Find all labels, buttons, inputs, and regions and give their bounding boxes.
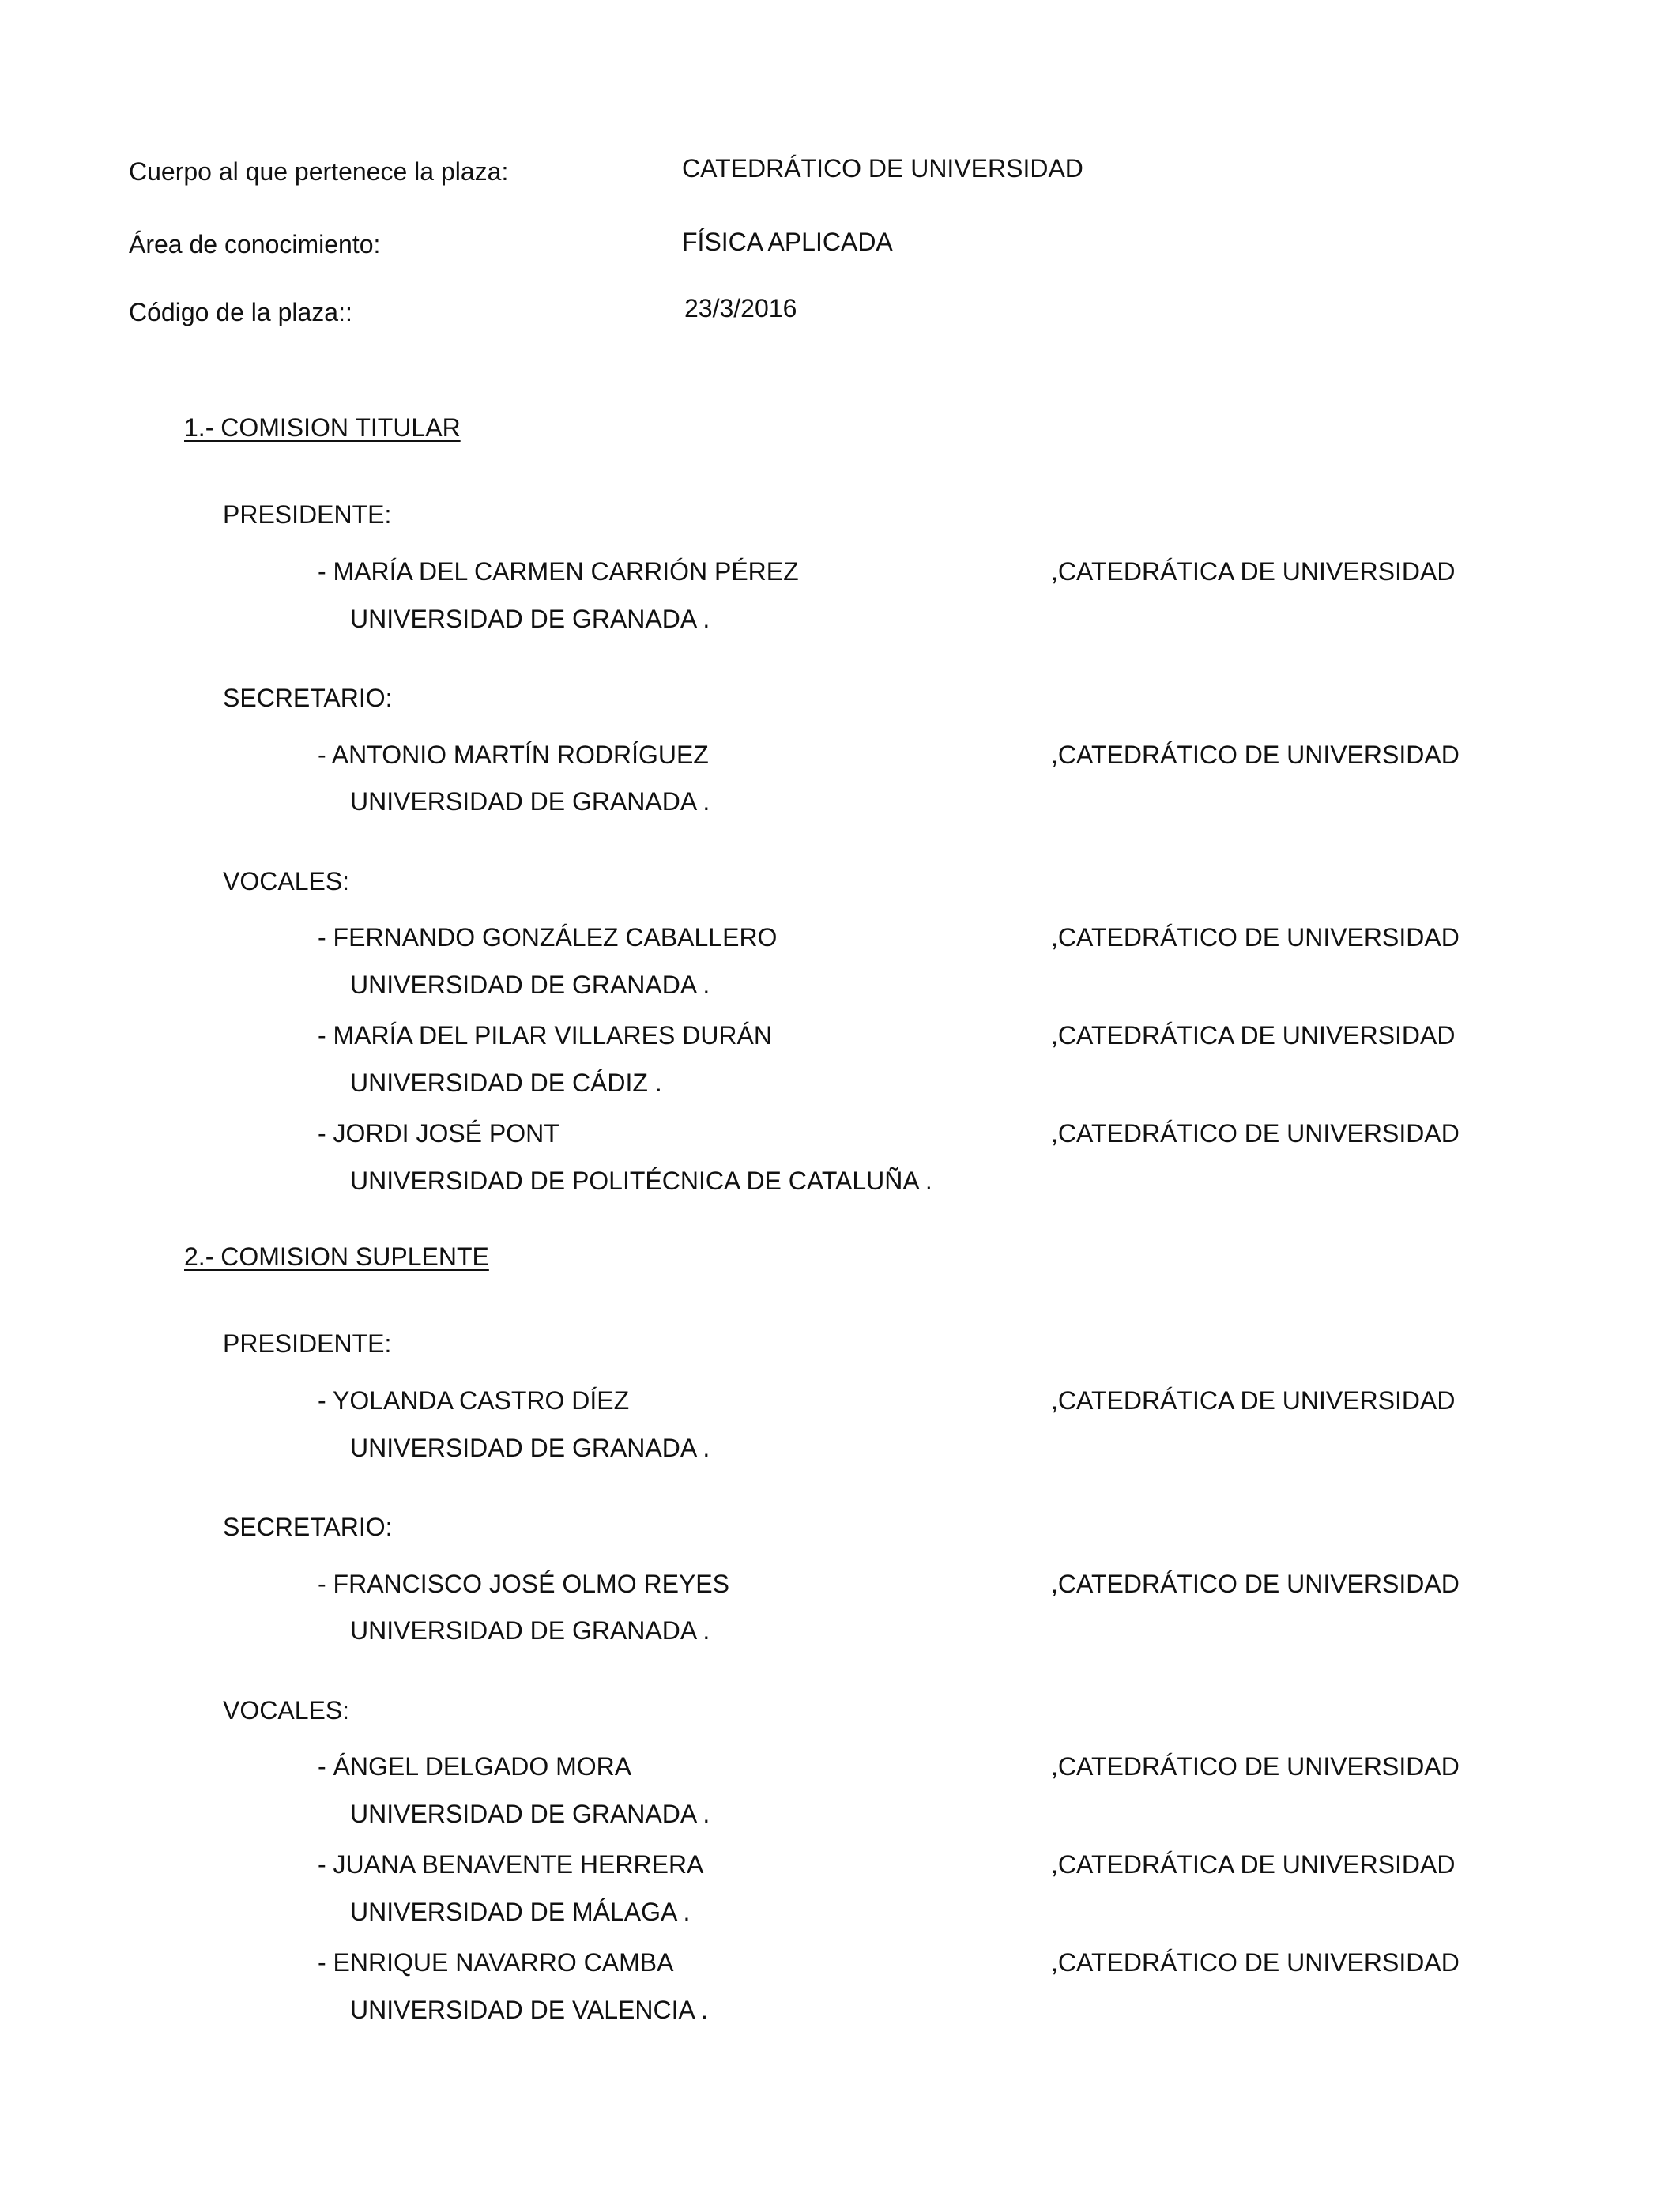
member-university: UNIVERSIDAD DE MÁLAGA . [350,1898,691,1926]
member-university: UNIVERSIDAD DE GRANADA . [350,1800,710,1828]
member-name: - ÁNGEL DELGADO MORA [318,1752,632,1781]
member-name: - YOLANDA CASTRO DÍEZ [318,1386,630,1415]
member-role: ,CATEDRÁTICA DE UNIVERSIDAD [1051,557,1456,586]
suplente-presidente-label: PRESIDENTE: [223,1329,392,1358]
member-name: - FERNANDO GONZÁLEZ CABALLERO [318,923,778,952]
member-name: - JUANA BENAVENTE HERRERA [318,1850,704,1879]
member-university: UNIVERSIDAD DE GRANADA . [350,1616,710,1645]
section-title-suplente: 2.- COMISION SUPLENTE [184,1242,489,1271]
member-university: UNIVERSIDAD DE VALENCIA . [350,1996,708,2024]
member-university: UNIVERSIDAD DE GRANADA . [350,605,710,633]
member-name: - MARÍA DEL PILAR VILLARES DURÁN [318,1021,772,1050]
member-role: ,CATEDRÁTICO DE UNIVERSIDAD [1051,923,1460,952]
member-role: ,CATEDRÁTICA DE UNIVERSIDAD [1051,1386,1456,1415]
titular-vocales-label: VOCALES: [223,867,350,895]
member-name: - ANTONIO MARTÍN RODRÍGUEZ [318,741,709,769]
member-role: ,CATEDRÁTICO DE UNIVERSIDAD [1051,1119,1460,1148]
member-name: - FRANCISCO JOSÉ OLMO REYES [318,1570,729,1598]
area-label: Área de conocimiento: [129,230,381,258]
member-role: ,CATEDRÁTICO DE UNIVERSIDAD [1051,1570,1460,1598]
member-role: ,CATEDRÁTICO DE UNIVERSIDAD [1051,1948,1460,1977]
titular-presidente-label: PRESIDENTE: [223,500,392,529]
section-title-titular: 1.- COMISION TITULAR [184,413,461,442]
member-university: UNIVERSIDAD DE CÁDIZ . [350,1069,662,1097]
suplente-secretario-label: SECRETARIO: [223,1513,393,1541]
member-role: ,CATEDRÁTICA DE UNIVERSIDAD [1051,1850,1456,1879]
member-role: ,CATEDRÁTICA DE UNIVERSIDAD [1051,1021,1456,1050]
area-value: FÍSICA APLICADA [682,228,893,256]
codigo-label: Código de la plaza:: [129,298,352,326]
cuerpo-label: Cuerpo al que pertenece la plaza: [129,157,509,186]
suplente-vocales-label: VOCALES: [223,1696,350,1725]
titular-secretario-label: SECRETARIO: [223,684,393,712]
cuerpo-value: CATEDRÁTICO DE UNIVERSIDAD [682,154,1083,183]
member-university: UNIVERSIDAD DE GRANADA . [350,971,710,999]
member-name: - JORDI JOSÉ PONT [318,1119,559,1148]
member-role: ,CATEDRÁTICO DE UNIVERSIDAD [1051,741,1460,769]
member-name: - ENRIQUE NAVARRO CAMBA [318,1948,674,1977]
codigo-value: 23/3/2016 [684,294,797,322]
member-university: UNIVERSIDAD DE GRANADA . [350,1434,710,1462]
member-role: ,CATEDRÁTICO DE UNIVERSIDAD [1051,1752,1460,1781]
member-university: UNIVERSIDAD DE GRANADA . [350,787,710,816]
member-name: - MARÍA DEL CARMEN CARRIÓN PÉREZ [318,557,799,586]
member-university: UNIVERSIDAD DE POLITÉCNICA DE CATALUÑA . [350,1167,932,1195]
